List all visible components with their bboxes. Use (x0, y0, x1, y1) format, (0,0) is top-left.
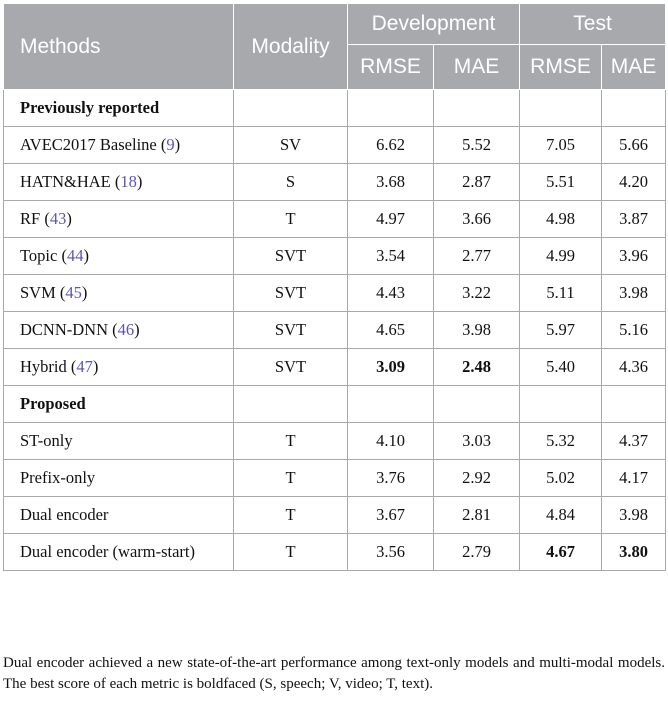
test-rmse-cell: 7.05 (520, 127, 602, 164)
method-name: Topic (20, 246, 58, 265)
method-cell: Dual encoder (warm-start) (4, 534, 234, 571)
header-development: Development (348, 4, 520, 45)
table-row (4, 164, 666, 201)
method-name: Hybrid (20, 357, 67, 376)
modality-cell: T (234, 201, 348, 238)
table-row (4, 127, 666, 164)
method-cell: Prefix-only (4, 460, 234, 497)
method-cell: HATN&HAE (18) (4, 164, 234, 201)
test-rmse-cell: 5.40 (520, 349, 602, 386)
table-row (4, 349, 666, 386)
header-dev-mae: MAE (434, 45, 520, 90)
dev-rmse-cell: 3.68 (348, 164, 434, 201)
method-name: HATN&HAE (20, 172, 111, 191)
dev-mae-cell: 2.87 (434, 164, 520, 201)
test-rmse-cell: 5.02 (520, 460, 602, 497)
header-dev-rmse: RMSE (348, 45, 434, 90)
header-test: Test (520, 4, 666, 45)
table-row (4, 497, 666, 534)
modality-cell: T (234, 460, 348, 497)
dev-rmse-cell: 4.43 (348, 275, 434, 312)
header-test-rmse: RMSE (520, 45, 602, 90)
dev-rmse-cell: 4.97 (348, 201, 434, 238)
test-mae-cell: 3.87 (602, 201, 666, 238)
table-row (4, 238, 666, 275)
dev-mae-cell: 2.79 (434, 534, 520, 571)
table-row (4, 423, 666, 460)
group-row-proposed (4, 386, 666, 423)
group-row-previous (4, 90, 666, 127)
dev-mae-cell: 3.03 (434, 423, 520, 460)
header-test-mae: MAE (602, 45, 666, 90)
table-row (4, 201, 666, 238)
dev-rmse-cell: 3.76 (348, 460, 434, 497)
dev-mae-cell: 2.77 (434, 238, 520, 275)
test-mae-cell: 3.98 (602, 497, 666, 534)
dev-mae-cell: 5.52 (434, 127, 520, 164)
method-cell: DCNN-DNN (46) (4, 312, 234, 349)
test-mae-cell: 4.17 (602, 460, 666, 497)
modality-cell: SVT (234, 312, 348, 349)
test-rmse-cell: 5.11 (520, 275, 602, 312)
modality-cell: S (234, 164, 348, 201)
dev-mae-cell: 3.66 (434, 201, 520, 238)
method-name: RF (20, 209, 41, 228)
modality-cell: SV (234, 127, 348, 164)
citation-link[interactable]: 18 (120, 172, 137, 191)
method-name: SVM (20, 283, 56, 302)
method-cell: RF (43) (4, 201, 234, 238)
test-mae-cell: 4.36 (602, 349, 666, 386)
citation-link[interactable]: 44 (66, 246, 84, 265)
method-cell: ST-only (4, 423, 234, 460)
table-row (4, 460, 666, 497)
method-name: DCNN-DNN (20, 320, 108, 339)
citation-link[interactable]: 46 (117, 320, 135, 339)
dev-rmse-cell: 4.10 (348, 423, 434, 460)
dev-mae-cell: 2.92 (434, 460, 520, 497)
results-table (3, 3, 666, 571)
method-name: AVEC2017 Baseline (20, 135, 157, 154)
test-rmse-cell: 4.99 (520, 238, 602, 275)
table-row (4, 275, 666, 312)
dev-mae-cell: 3.98 (434, 312, 520, 349)
test-rmse-cell: 5.51 (520, 164, 602, 201)
modality-cell: SVT (234, 238, 348, 275)
modality-cell: T (234, 423, 348, 460)
table-footnote: Dual encoder achieved a new state-of-the-art performance among text-only models and multi-modal models. The best score of each metric is boldfaced (S, speech; V, video; T, text). (3, 655, 665, 692)
table-row (4, 312, 666, 349)
modality-cell: SVT (234, 349, 348, 386)
method-cell: SVM (45) (4, 275, 234, 312)
test-mae-cell: 3.98 (602, 275, 666, 312)
dev-mae-cell-best: 2.48 (434, 349, 520, 386)
test-rmse-cell-best: 4.67 (520, 534, 602, 571)
header-methods: Methods (4, 4, 234, 90)
citation-link[interactable]: 47 (76, 357, 93, 376)
test-mae-cell: 4.37 (602, 423, 666, 460)
test-mae-cell: 4.20 (602, 164, 666, 201)
test-rmse-cell: 4.98 (520, 201, 602, 238)
dev-mae-cell: 2.81 (434, 497, 520, 534)
method-cell: Hybrid (47) (4, 349, 234, 386)
group-label: Proposed (4, 386, 234, 423)
dev-rmse-cell-best: 3.09 (348, 349, 434, 386)
group-label: Previously reported (4, 90, 234, 127)
test-rmse-cell: 5.32 (520, 423, 602, 460)
modality-cell: T (234, 497, 348, 534)
test-rmse-cell: 5.97 (520, 312, 602, 349)
dev-rmse-cell: 3.67 (348, 497, 434, 534)
citation-link[interactable]: 45 (65, 283, 82, 302)
header-modality: Modality (234, 4, 348, 90)
table-row (4, 534, 666, 571)
modality-cell: T (234, 534, 348, 571)
citation-link[interactable]: 43 (49, 209, 67, 228)
test-mae-cell-best: 3.80 (602, 534, 666, 571)
test-mae-cell: 3.96 (602, 238, 666, 275)
method-cell: Topic (44) (4, 238, 234, 275)
dev-rmse-cell: 6.62 (348, 127, 434, 164)
method-cell: AVEC2017 Baseline (9) (4, 127, 234, 164)
dev-rmse-cell: 4.65 (348, 312, 434, 349)
header-row (4, 4, 666, 45)
dev-rmse-cell: 3.54 (348, 238, 434, 275)
citation-link[interactable]: 9 (166, 135, 175, 154)
method-cell: Dual encoder (4, 497, 234, 534)
test-rmse-cell: 4.84 (520, 497, 602, 534)
dev-mae-cell: 3.22 (434, 275, 520, 312)
modality-cell: SVT (234, 275, 348, 312)
test-mae-cell: 5.66 (602, 127, 666, 164)
dev-rmse-cell: 3.56 (348, 534, 434, 571)
test-mae-cell: 5.16 (602, 312, 666, 349)
